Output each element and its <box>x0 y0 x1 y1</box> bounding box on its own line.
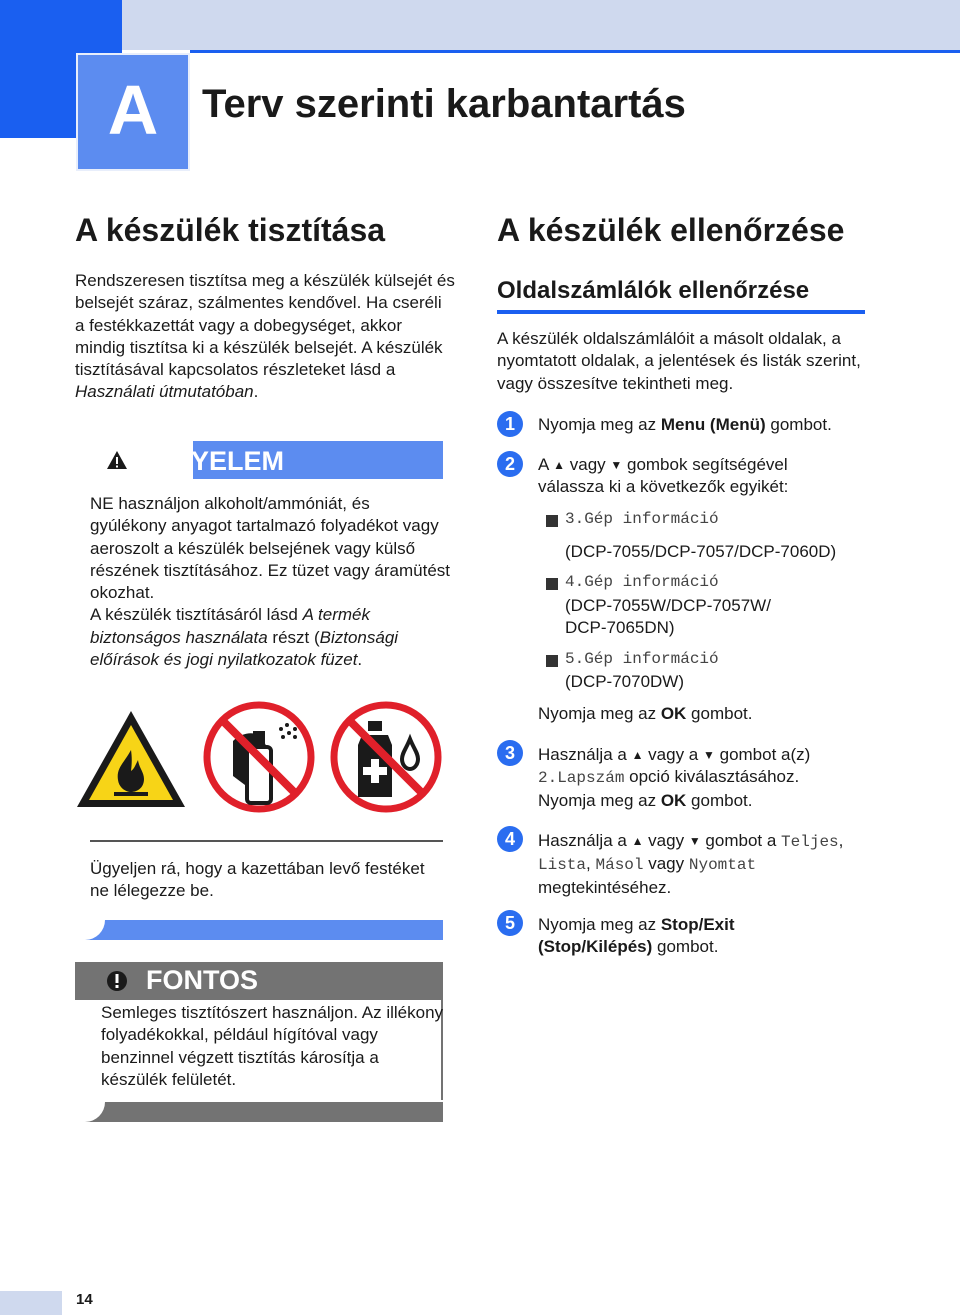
warning-note: Ügyeljen rá, hogy a kazettában levő festéket ne lélegezze be. <box>90 859 425 901</box>
option-code: 4.Gép információ <box>565 573 719 591</box>
page-tab <box>0 1291 62 1315</box>
print-option: Nyomtat <box>688 856 757 875</box>
menu-key: Menu (Menü) <box>660 415 766 434</box>
section-title-cleaning: A készülék tisztítása <box>75 212 386 248</box>
separator: , <box>586 854 591 874</box>
step-3-f: gombot. <box>686 790 753 810</box>
important-body: Semleges tisztítószert használjon. Az illékony folyadékokkal, például hígítóval vagy benzinnel végzett tisztítás károsítja a készülék felületét. <box>101 1003 444 1089</box>
exclamation-circle-icon <box>106 970 128 992</box>
warning-text-2c: . <box>357 650 363 670</box>
step-number: 5 <box>497 910 523 936</box>
step-number: 3 <box>497 740 523 766</box>
up-arrow-icon: ▲ <box>631 834 644 848</box>
step-3-a: Használja a <box>538 745 632 764</box>
step-2-a: A <box>538 455 554 474</box>
safety-reference: A termék biztonságos használata <box>90 605 370 647</box>
step-1-a: Nyomja meg az <box>538 415 661 434</box>
bullet-icon <box>546 578 558 590</box>
separator: , <box>838 831 844 850</box>
list-option: Lista <box>538 856 587 875</box>
flammable-hazard-icon <box>74 708 188 810</box>
step-3-d: opció kiválasztásához. <box>624 767 800 787</box>
step-3-e: Nyomja meg az <box>538 790 661 810</box>
step-1-text <box>538 414 878 436</box>
step-3-b: vagy a <box>643 745 703 764</box>
copy-option: Másol <box>595 856 644 875</box>
subsection-rule <box>497 310 865 314</box>
step-2-end <box>538 703 752 725</box>
warning-footer-bar <box>75 920 443 940</box>
user-guide-reference: Használati útmutatóban <box>75 382 254 402</box>
step-4-a: Használja a <box>538 831 632 850</box>
warning-text-2b: részt ( <box>267 627 320 647</box>
header-light-band <box>122 0 960 50</box>
step-3-text <box>538 744 868 812</box>
step-number: 4 <box>497 826 523 852</box>
step-4-text <box>538 830 878 899</box>
chapter-title: Terv szerinti karbantartás <box>202 82 686 126</box>
important-label: FONTOS <box>146 965 259 995</box>
important-header-bar <box>75 962 443 1000</box>
ok-key: OK <box>660 790 687 810</box>
counter-intro: A készülék oldalszámlálóit a másolt oldalak, a nyomtatott oldalak, a jelentések és listák szerint, vagy összesítve tekintheti meg. <box>497 329 861 393</box>
option-code: 5.Gép információ <box>565 650 719 668</box>
header-rule <box>190 50 960 53</box>
option-models: (DCP-7055/DCP-7057/DCP-7060D) <box>565 542 837 561</box>
option-models: (DCP-7070DW) <box>565 672 685 691</box>
cleaning-intro <box>75 270 455 404</box>
warning-divider <box>90 840 443 842</box>
option-code: 3.Gép információ <box>565 510 719 528</box>
up-arrow-icon: ▲ <box>631 748 644 762</box>
cleaning-intro-end: . <box>253 382 259 402</box>
step-2-b: vagy <box>565 455 611 474</box>
safety-booklet-reference: Biztonsági előírások és jogi nyilatkozatok füzet <box>90 627 399 670</box>
warning-text-2 <box>90 604 450 671</box>
step-2-end-b: gombot. <box>686 704 753 723</box>
step-4-e: megtekintéséhez. <box>538 877 672 897</box>
warning-label: FIGYELEM <box>146 446 285 476</box>
total-option: Teljes <box>781 833 839 851</box>
ok-key: OK <box>660 704 687 723</box>
no-aerosol-icon <box>203 701 315 813</box>
step-2-c: gombok segítségével válassza ki a következők egyikét: <box>538 455 789 497</box>
warning-text-1: NE használjon alkoholt/ammóniát, és gyúlékony anyagot tartalmazó folyadékot vagy aeroszolt a készülék belsejének vagy külső részének tisztításához. Ez tüzet vagy áramütést okozhat. <box>90 494 450 603</box>
no-chemical-icon <box>330 701 442 813</box>
warning-body <box>90 493 450 671</box>
down-arrow-icon: ▼ <box>703 748 715 762</box>
step-number: 2 <box>497 451 523 477</box>
page-count-option: 2.Lapszám <box>538 769 625 788</box>
down-arrow-icon: ▼ <box>688 834 701 848</box>
option-models: (DCP-7055W/DCP-7057W/ DCP-7065DN) <box>565 596 771 638</box>
stop-exit-key: Stop/Exit (Stop/Kilépés) <box>538 915 735 957</box>
step-number: 1 <box>497 411 523 437</box>
step-2-end-a: Nyomja meg az <box>538 704 661 723</box>
step-4-d: vagy <box>643 854 689 874</box>
warning-triangle-icon <box>106 450 128 470</box>
bullet-icon <box>546 655 558 667</box>
up-arrow-icon: ▲ <box>553 458 566 472</box>
step-5-a: Nyomja meg az <box>538 915 661 934</box>
step-4-b: vagy <box>643 831 689 850</box>
down-arrow-icon: ▼ <box>610 458 623 472</box>
important-footer-bar <box>75 1102 443 1122</box>
subsection-title: Oldalszámlálók ellenőrzése <box>497 277 810 304</box>
cleaning-intro-text: Rendszeresen tisztítsa meg a készülék külsejét és belsejét száraz, szálmentes kendővel. Ha cseréli a festékkazettát vagy a dobegységet, akkor mindig tisztítsa ki a készülék belsejét. A készülék tisztításával kapcsolatos részleteket lásd a <box>75 271 455 380</box>
chapter-letter: A <box>107 71 159 149</box>
step-3-c: gombot a(z) <box>714 745 811 764</box>
page-number: 14 <box>76 1291 93 1308</box>
section-title-checking: A készülék ellenőrzése <box>497 212 845 248</box>
step-2-text <box>538 454 838 499</box>
bullet-icon <box>546 515 558 527</box>
warning-text-2a: A készülék tisztításáról lásd <box>90 605 303 625</box>
step-4-c: gombot a <box>700 831 782 850</box>
step-5-text <box>538 914 828 959</box>
step-5-b: gombot. <box>652 937 719 957</box>
step-1-b: gombot. <box>765 415 832 434</box>
